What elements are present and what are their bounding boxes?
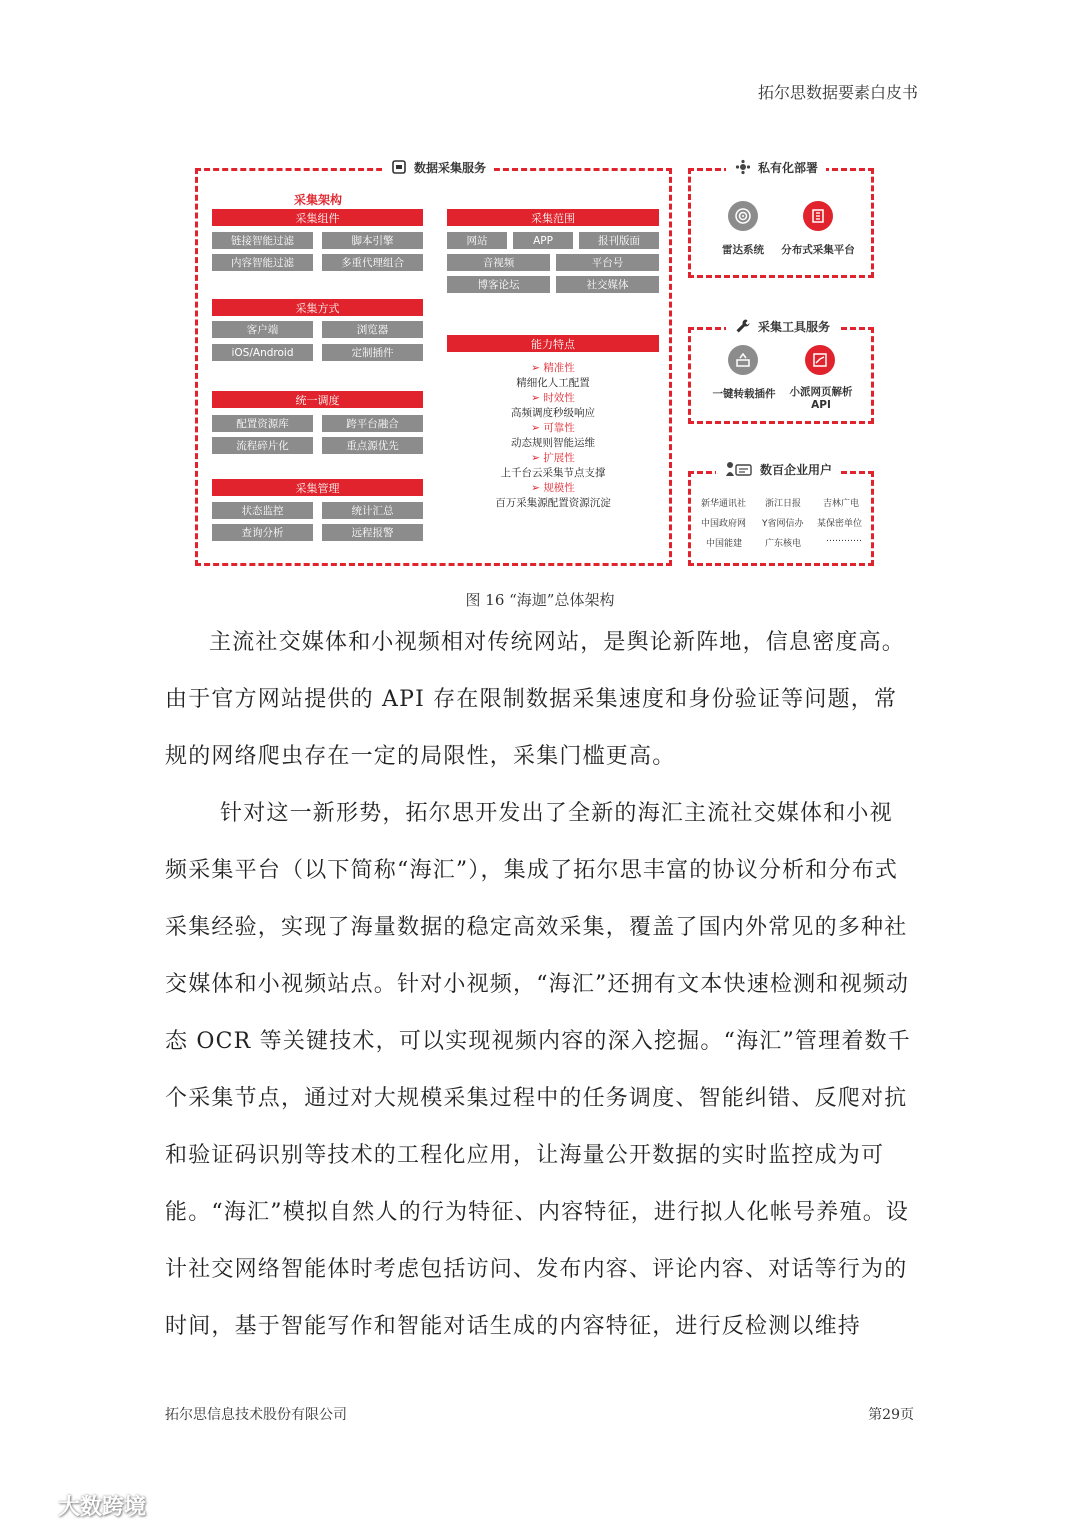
user-item: Y省网信办: [762, 519, 804, 529]
scheduling-chip: 重点源优先: [322, 437, 423, 454]
management-chip: 查询分析: [212, 524, 313, 541]
server-icon: [390, 158, 408, 176]
scheduling-chip: 跨平台融合: [322, 415, 423, 432]
scope-chip: 平台号: [556, 254, 659, 271]
user-item: 吉林广电: [823, 499, 860, 509]
watermark: 大数跨境: [8, 1490, 146, 1521]
scheduling-chip: 配置资源库: [212, 415, 313, 432]
scope-chip: 报刊版面: [579, 232, 659, 249]
capability-desc: 精细化人工配置: [516, 377, 590, 389]
private-deployment-box: [688, 168, 874, 278]
method-chip: 定制插件: [322, 344, 423, 361]
capability-desc: 上千台云采集节点支撑: [500, 467, 606, 479]
user-item: 某保密单位: [817, 519, 863, 529]
user-item: 广东核电: [765, 539, 802, 549]
user-item: 中国政府网: [701, 519, 747, 529]
group-management-title: 采集管理: [212, 479, 423, 496]
document-header-title: 拓尔思数据要素白皮书: [757, 83, 918, 102]
capability-desc: 高频调度秒级响应: [511, 407, 595, 419]
parser-api-label: 小派网页解析 API: [789, 386, 853, 411]
figure-caption: 图 16 “海迦”总体架构: [465, 591, 615, 609]
scheduling-chip: 流程碎片化: [212, 437, 313, 454]
capability-name: ➢ 时效性: [531, 392, 575, 404]
group-components-title: 采集组件: [212, 209, 423, 226]
capability-desc: 动态规则智能运维: [511, 437, 595, 449]
user-item: 新华通讯社: [701, 499, 747, 509]
scope-chip: 网站: [447, 232, 507, 249]
user-item: 浙江日报: [765, 499, 802, 509]
capability-name: ➢ 精准性: [531, 362, 575, 374]
management-chip: 远程报警: [322, 524, 423, 541]
footer-company: 拓尔思信息技术股份有限公司: [165, 1407, 347, 1423]
body-text: [165, 614, 915, 1355]
group-scheduling-title: 统一调度: [212, 391, 423, 408]
scope-title: 采集范围: [447, 209, 659, 226]
component-chip: 链接智能过滤: [212, 232, 313, 249]
component-chip: 脚本引擎: [322, 232, 423, 249]
tools-service-title: 采集工具服务: [726, 317, 838, 335]
management-chip: 统计汇总: [322, 502, 423, 519]
user-card-icon: [724, 460, 754, 478]
repost-plugin-label: 一键转载插件: [712, 388, 776, 400]
capability-name: ➢ 扩展性: [531, 452, 575, 464]
capability-name: ➢ 规模性: [531, 482, 575, 494]
method-chip: 浏览器: [322, 321, 423, 338]
scope-chip: APP: [513, 232, 573, 249]
user-item-ellipsis: …………: [826, 534, 862, 544]
component-chip: 多重代理组合: [322, 254, 423, 271]
paragraph-2: 针对这一新形势，拓尔思开发出了全新的海汇主流社交媒体和小视频采集平台（以下简称“海汇”），集成了拓尔思丰富的协议分析和分布式采集经验，实现了海量数据的稳定高效采集，覆盖了国内外常见的多种社交媒体和小视频站点。针对小视频，“海汇”还拥有文本快速检测和视频动态 OCR 等关键技术，可以实现视频内容的深入挖掘。“海汇”管理着数千个采集节点，通过对大规模采集过程中的任务调度、智能纠错、反爬对抗和验证码识别等技术的工程化应用，让海量公开数据的实时监控成为可能。“海汇”模拟自然人的行为特征、内容特征，进行拟人化帐号养殖。设计社交网络智能体时考虑包括访问、发布内容、评论内容、对话等行为的时间，基于智能写作和智能对话生成的内容特征，进行反检测以维持: [165, 801, 911, 1339]
distributed-platform-icon: [803, 201, 833, 231]
private-deployment-title: 私有化部署: [726, 158, 826, 176]
watermark-logo-icon: [8, 1493, 52, 1519]
wrench-icon: [734, 317, 752, 335]
method-chip: 客户端: [212, 321, 313, 338]
user-item: 中国能建: [706, 539, 743, 549]
scope-chip: 音视频: [447, 254, 550, 271]
repost-plugin-icon: [728, 345, 758, 375]
scope-chip: 社交媒体: [556, 276, 659, 293]
arch-label: 采集架构: [294, 193, 343, 207]
capabilities-title: 能力特点: [447, 335, 659, 352]
network-icon: [734, 158, 752, 176]
radar-system-label: 雷达系统: [722, 244, 764, 256]
radar-icon: [728, 201, 758, 231]
capabilities-list: [447, 361, 659, 511]
component-chip: 内容智能过滤: [212, 254, 313, 271]
footer-page-number: 第29页: [868, 1407, 914, 1423]
data-collection-title: 数据采集服务: [382, 158, 494, 176]
group-methods-title: 采集方式: [212, 299, 423, 316]
enterprise-users-title: 数百企业用户: [716, 460, 840, 478]
paragraph-1: 主流社交媒体和小视频相对传统网站，是舆论新阵地，信息密度高。由于官方网站提供的 API 存在限制数据采集速度和身份验证等问题，常规的网络爬虫存在一定的局限性，采集门槛更高。: [165, 630, 906, 769]
capability-desc: 百万采集源配置资源沉淀: [495, 497, 611, 509]
capability-name: ➢ 可靠性: [531, 422, 575, 434]
management-chip: 状态监控: [212, 502, 313, 519]
parser-api-icon: [805, 345, 835, 375]
distributed-platform-label: 分布式采集平台: [781, 244, 855, 256]
scope-chip: 博客论坛: [447, 276, 550, 293]
method-chip: iOS/Android: [212, 344, 313, 361]
